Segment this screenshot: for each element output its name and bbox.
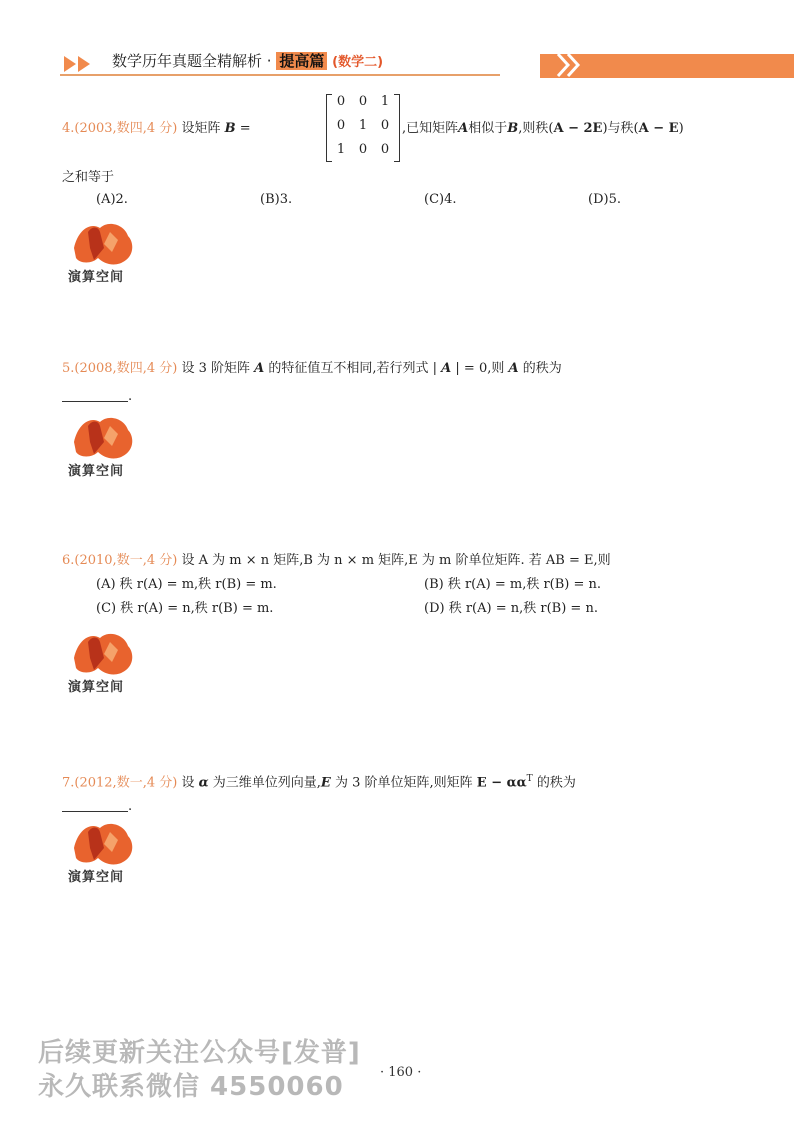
math-symbol: B [507,121,519,136]
question-4-stem-rest [402,117,762,141]
question-text: 的特征值互不相同,若行列式 | [268,361,438,376]
option-d: (D) 秩 r(A) = n,秩 r(B) = n. [424,601,598,616]
question-source: (2012,数一,4 分) [74,775,178,791]
question-text: 设矩阵 [181,121,221,136]
option-c: (C) 秩 r(A) = n,秩 r(B) = m. [96,601,274,616]
matrix-cell: 0 [380,142,390,157]
question-text: ) [678,121,684,136]
math-symbol: A [441,361,452,376]
question-4: 4.(2003,数四,4 分) 设矩阵 B = [62,121,251,136]
header-rule [60,74,500,76]
question-text: 的秩为 [522,361,562,376]
figure-logo-icon [64,218,140,270]
question-7 [62,767,762,795]
matrix-cell: 0 [358,142,368,157]
option-b: (B) 秩 r(A) = m,秩 r(B) = n. [424,577,602,592]
logo-yansuan-kongjian [64,218,144,288]
double-arrow-icon [64,56,104,72]
option-b: (B)3. [260,192,293,207]
question-number: 4. [62,121,75,136]
question-source: (2003,数四,4 分) [74,121,178,136]
matrix-cell: 1 [380,94,390,109]
option-d: (D)5. [588,192,621,207]
chevron-right-icon [556,50,586,80]
question-text: ,已知矩阵 [402,121,459,136]
matrix-cell: 1 [358,118,368,133]
question-4-line2: 之和等于 [62,170,115,185]
question-text: | = 0,则 [455,361,505,376]
logo-yansuan-kongjian [64,628,144,698]
logo-text: 演算空间 [68,680,125,695]
page-header [60,44,794,84]
logo-yansuan-kongjian [64,818,144,888]
question-text: 设 3 阶矩阵 [181,361,250,376]
question-7-answer-line [62,795,762,819]
figure-logo-icon [64,818,140,870]
question-source: (2008,数四,4 分) [74,361,178,376]
question-text: 为三维单位列向量, [212,775,321,791]
question-text: ,则秩( [518,121,554,136]
question-text: )与秩( [602,121,639,136]
question-5 [62,357,762,381]
math-expression: A − 2E [553,121,603,136]
option-a: (A) 秩 r(A) = m,秩 r(B) = m. [96,577,277,592]
math-symbol: A [458,121,469,136]
watermark-line-1: 后续更新关注公众号[发普] [38,1038,361,1068]
header-book-title: 数学历年真题全精解析 · [112,52,272,70]
option-a: (A)2. [96,192,128,207]
logo-text: 演算空间 [68,870,125,885]
question-number: 7. [62,775,75,791]
matrix-cell: 1 [336,142,346,157]
answer-blank [62,797,128,812]
question-text: 设 [181,775,195,791]
question-text: . [128,799,133,814]
header-subtitle: (数学二) [332,55,384,70]
math-expression: A − E [638,121,679,136]
figure-logo-icon [64,628,140,680]
header-tag: 提高篇 [276,52,327,70]
question-number: 5. [62,361,75,376]
logo-yansuan-kongjian [64,412,144,482]
matrix-cell: 0 [336,94,346,109]
question-6 [62,549,762,573]
matrix-name: B [224,121,236,136]
header-title [112,50,383,71]
question-5-answer-line [62,385,762,409]
option-c: (C)4. [424,192,457,207]
matrix-b [326,94,400,162]
question-text: . [128,389,133,404]
watermark-line-2: 永久联系微信 4550060 [38,1072,344,1102]
question-number: 6. [62,553,75,568]
math-symbol: A [508,361,519,376]
question-text: 为 3 阶单位矩阵,则矩阵 [334,775,473,791]
matrix-cell: 0 [358,94,368,109]
page-number: · 160 · [380,1065,422,1080]
math-symbol: α [198,775,209,791]
math-symbol: E [320,775,331,791]
math-symbol: A [254,361,265,376]
question-text: 设 A 为 m × n 矩阵,B 为 n × m 矩阵,E 为 m 阶单位矩阵. 若 AB = E,则 [181,553,611,568]
logo-text: 演算空间 [68,464,125,479]
superscript: T [526,774,533,784]
matrix-bracket-right [394,94,400,162]
question-text: 相似于 [468,121,508,136]
answer-blank [62,387,128,402]
logo-text: 演算空间 [68,270,125,285]
matrix-cell: 0 [380,118,390,133]
matrix-cell: 0 [336,118,346,133]
math-expression: E − αα [476,775,527,791]
question-text: 的秩为 [536,775,576,791]
question-source: (2010,数一,4 分) [74,553,178,568]
figure-logo-icon [64,412,140,464]
